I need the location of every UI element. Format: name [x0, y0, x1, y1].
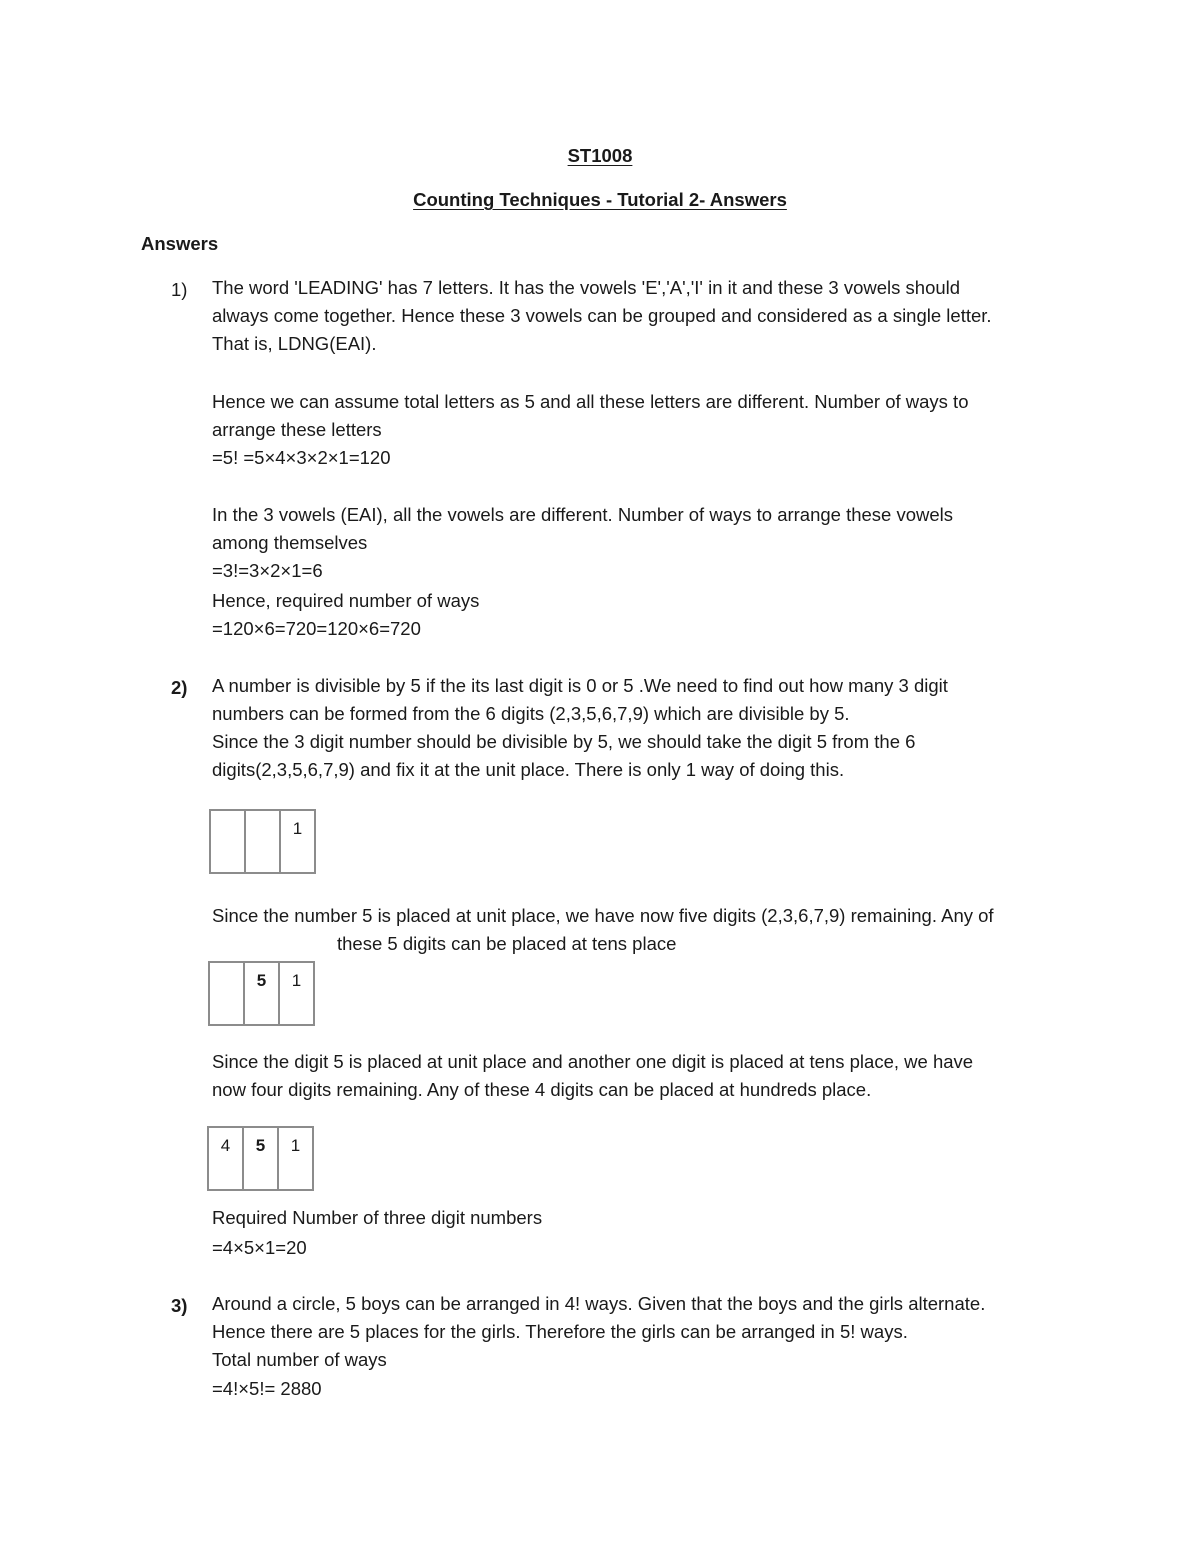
answer-line: digits(2,3,5,6,7,9) and fix it at the unit place. There is only 1 way of doing this.	[212, 759, 845, 780]
digit-box-tens: 5	[244, 962, 279, 1025]
document-subtitle: Counting Techniques - Tutorial 2- Answers	[413, 189, 787, 210]
digit-boxes-unit	[209, 809, 316, 874]
answer-line: =4!×5!= 2880	[212, 1378, 322, 1399]
digit-boxes-hundreds	[207, 1126, 314, 1191]
answer-line: =120×6=720=120×6=720	[212, 618, 421, 639]
digit-boxes-tens	[208, 961, 315, 1026]
answer-line: Around a circle, 5 boys can be arranged in 4! ways. Given that the boys and the girls alternate.	[212, 1293, 986, 1314]
answer-line: Since the number 5 is placed at unit place, we have now five digits (2,3,6,7,9) remaining. Any of	[212, 905, 994, 926]
course-code: ST1008	[567, 145, 633, 166]
answer-line: =4×5×1=20	[212, 1237, 307, 1258]
digit-box-units: 1	[278, 1127, 313, 1190]
answer-line: these 5 digits can be placed at tens place	[337, 933, 677, 954]
answer-line: arrange these letters	[212, 419, 382, 440]
answer-line: Hence we can assume total letters as 5 and all these letters are different. Number of ways to	[212, 391, 969, 412]
answer-line: That is, LDNG(EAI).	[212, 333, 377, 354]
question-number: 1)	[171, 279, 188, 300]
digit-box-units: 1	[280, 810, 315, 873]
answer-line: always come together. Hence these 3 vowels can be grouped and considered as a single letter.	[212, 305, 992, 326]
answer-line: =3!=3×2×1=6	[212, 560, 323, 581]
answer-line: In the 3 vowels (EAI), all the vowels are different. Number of ways to arrange these vowels	[212, 504, 954, 525]
answer-line: numbers can be formed from the 6 digits (2,3,5,6,7,9) which are divisible by 5.	[212, 703, 850, 724]
section-title: Answers	[141, 233, 219, 254]
digit-box-units: 1	[279, 962, 314, 1025]
digit-box-hundreds: 4	[208, 1127, 243, 1190]
answer-line: Required Number of three digit numbers	[212, 1207, 543, 1228]
answer-line: The word 'LEADING' has 7 letters. It has the vowels 'E','A','I' in it and these 3 vowels should	[212, 277, 961, 298]
answer-line: Hence, required number of ways	[212, 590, 480, 611]
answer-line: =5! =5×4×3×2×1=120	[212, 447, 391, 468]
question-number: 2)	[171, 677, 188, 698]
question-number: 3)	[171, 1295, 188, 1316]
digit-box-hundreds	[209, 962, 244, 1025]
answer-line: Total number of ways	[212, 1349, 387, 1370]
answer-line: Since the 3 digit number should be divisible by 5, we should take the digit 5 from the 6	[212, 731, 916, 752]
answer-line: among themselves	[212, 532, 368, 553]
answer-line: Hence there are 5 places for the girls. Therefore the girls can be arranged in 5! ways.	[212, 1321, 908, 1342]
answer-line: Since the digit 5 is placed at unit place and another one digit is placed at tens place, we have	[212, 1051, 974, 1072]
digit-box-hundreds	[210, 810, 245, 873]
digit-box-tens: 5	[243, 1127, 278, 1190]
answer-line: now four digits remaining. Any of these 4 digits can be placed at hundreds place.	[212, 1079, 872, 1100]
digit-box-tens	[245, 810, 280, 873]
answer-line: A number is divisible by 5 if the its last digit is 0 or 5 .We need to find out how many 3 digit	[212, 675, 948, 696]
